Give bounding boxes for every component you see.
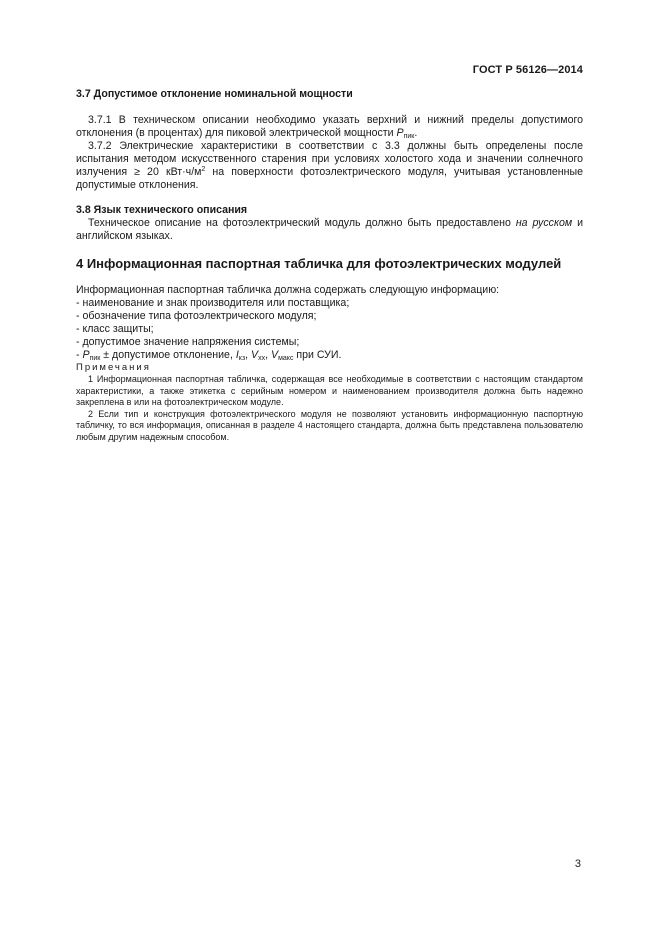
note-1: 1 Информационная паспортная табличка, содержащая все необходимые в соответствии с настоящим стандартом характеристики, а также этикетка с серийным номером и наименованием производителя должна быть надежно закреплена в или на фотоэлектрическом модуле. [76,374,583,408]
list-item-electrical-params: - $P_{пик}$ ± допустимое отклонение, $I_{кз}$, $V_{хх}$, $V_{макс}$ при СУИ. [76,349,342,362]
list-item: - допустимое значение напряжения системы; [76,336,300,348]
list-item: - наименование и знак производителя или поставщика; [76,297,350,309]
section-3-7-title: 3.7 Допустимое отклонение номинальной мощности [76,88,353,100]
notes-heading: Примечания [76,362,151,373]
section-3-8 [76,204,583,243]
paragraph-3-8: Техническое описание на фотоэлектрический модуль должно быть предоставлено на русском и английском языках. [76,217,583,242]
paragraph-3-7-2: 3.7.2 Электрические характеристики в соответствии с 3.3 должны быть определены после испытания методом искусственного старения при условиях холостого хода и значении солнечного излучения ≥ 20 $кВт\cdot ч/м^2$ на поверхности фотоэлектрического модуля, учитывая установленные допустимые отклонения. [76,140,583,191]
list-item: - обозначение типа фотоэлектрического модуля; [76,310,317,322]
section-4-title: 4 Информационная паспортная табличка для фотоэлектрических модулей [76,256,562,271]
list-item: - класс защиты; [76,323,154,335]
section-4 [76,256,583,444]
page-number: 3 [574,858,581,870]
paragraph-3-7-1: 3.7.1 В техническом описании необходимо указать верхний и нижний пределы допустимого отклонения (в процентах) для пиковой электрической мощности $P_{пик}$. [76,114,583,140]
note-2: 2 Если тип и конструкция фотоэлектрического модуля не позволяют установить информационную паспортную табличку, то вся информация, описанная в разделе 4 настоящего стандарта, должна быть представлена пользователю любым другим надежным способом. [76,408,583,442]
section-3-8-title: 3.8 Язык технического описания [76,204,248,216]
section-3-7 [76,88,583,192]
standard-code: ГОСТ Р 56126—2014 [472,64,583,76]
section-4-intro: Информационная паспортная табличка должна содержать следующую информацию: [76,284,500,296]
